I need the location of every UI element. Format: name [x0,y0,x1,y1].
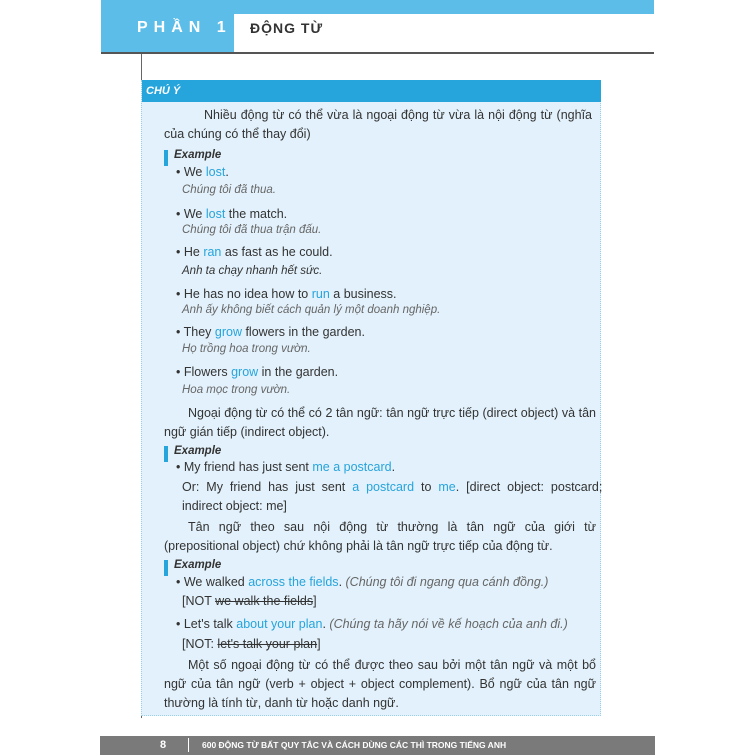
example-line: • We lost the match. [176,207,288,221]
example-line: • Flowers grow in the garden. [176,365,339,379]
example-line: • Let's talk about your plan. (Chúng ta hãy nói về kế hoạch của anh đi.) [176,617,568,631]
example-translation: Họ trồng hoa trong vườn. [182,343,311,355]
example-translation: Chúng tôi đã thua. [182,184,276,196]
example-translation: Hoa mọc trong vườn. [182,384,291,396]
part-title: PHẦN 1 [137,19,232,36]
example-label: Example [174,559,222,571]
note-header [142,80,601,102]
example-line: Or: My friend has just sent a postcard to me. [direct object: postcard; [182,480,603,494]
example-label: Example [174,149,222,161]
note-box [141,80,601,716]
header-divider [101,52,654,54]
example-line: • They grow flowers in the garden. [176,325,365,339]
note-label: CHÚ Ý [146,85,181,97]
note-paragraph-1: Nhiều động từ có thể vừa là ngoại động từ vừa là nội động từ (nghĩa của chúng có thể thay đổi) [164,108,592,141]
example-line: indirect object: me] [182,499,287,513]
footer-divider [188,738,189,752]
example-line: [NOT we walk the fields] [182,594,317,608]
example-line: • We lost. [176,165,229,179]
example-line: • We walked across the fields. (Chúng tôi đi ngang qua cánh đồng.) [176,575,549,589]
example-translation: Chúng tôi đã thua trận đấu. [182,224,322,236]
page-footer [100,736,655,755]
example-marker [164,560,168,576]
example-line: • He has no idea how to run a business. [176,287,397,301]
example-line: [NOT: let's talk your plan] [182,637,321,651]
example-marker [164,150,168,166]
example-line: • He ran as fast as he could. [176,245,333,259]
page-number: 8 [160,739,167,751]
example-translation: Anh ấy không biết cách quản lý một doanh nghiệp. [182,304,441,316]
note-paragraph-3: Tân ngữ theo sau nội động từ thường là tân ngữ của giới từ (prepositional object) chứ không phải là tân ngữ trực tiếp của động từ. [164,520,596,553]
book-title: 600 ĐỘNG TỪ BẤT QUY TẮC VÀ CÁCH DÙNG CÁC THÌ TRONG TIẾNG ANH [202,740,507,750]
example-label: Example [174,445,222,457]
note-paragraph-2: Ngoại động từ có thể có 2 tân ngữ: tân ngữ trực tiếp (direct object) và tân ngữ gián tiếp (indirect object). [164,406,596,439]
chapter-header [101,0,654,52]
example-translation: Anh ta chạy nhanh hết sức. [182,265,323,277]
chapter-tab [234,14,654,52]
example-marker [164,446,168,462]
chapter-subtitle: ĐỘNG TỪ [250,20,324,36]
example-line: • My friend has just sent me a postcard. [176,460,396,474]
note-paragraph-4: Một số ngoại động từ có thể được theo sau bởi một tân ngữ và một bổ ngữ của tân ngữ (verb + object + object complement). Bổ ngữ của tân ngữ thường là tính từ, danh từ hoặc danh ngữ. [164,658,596,710]
